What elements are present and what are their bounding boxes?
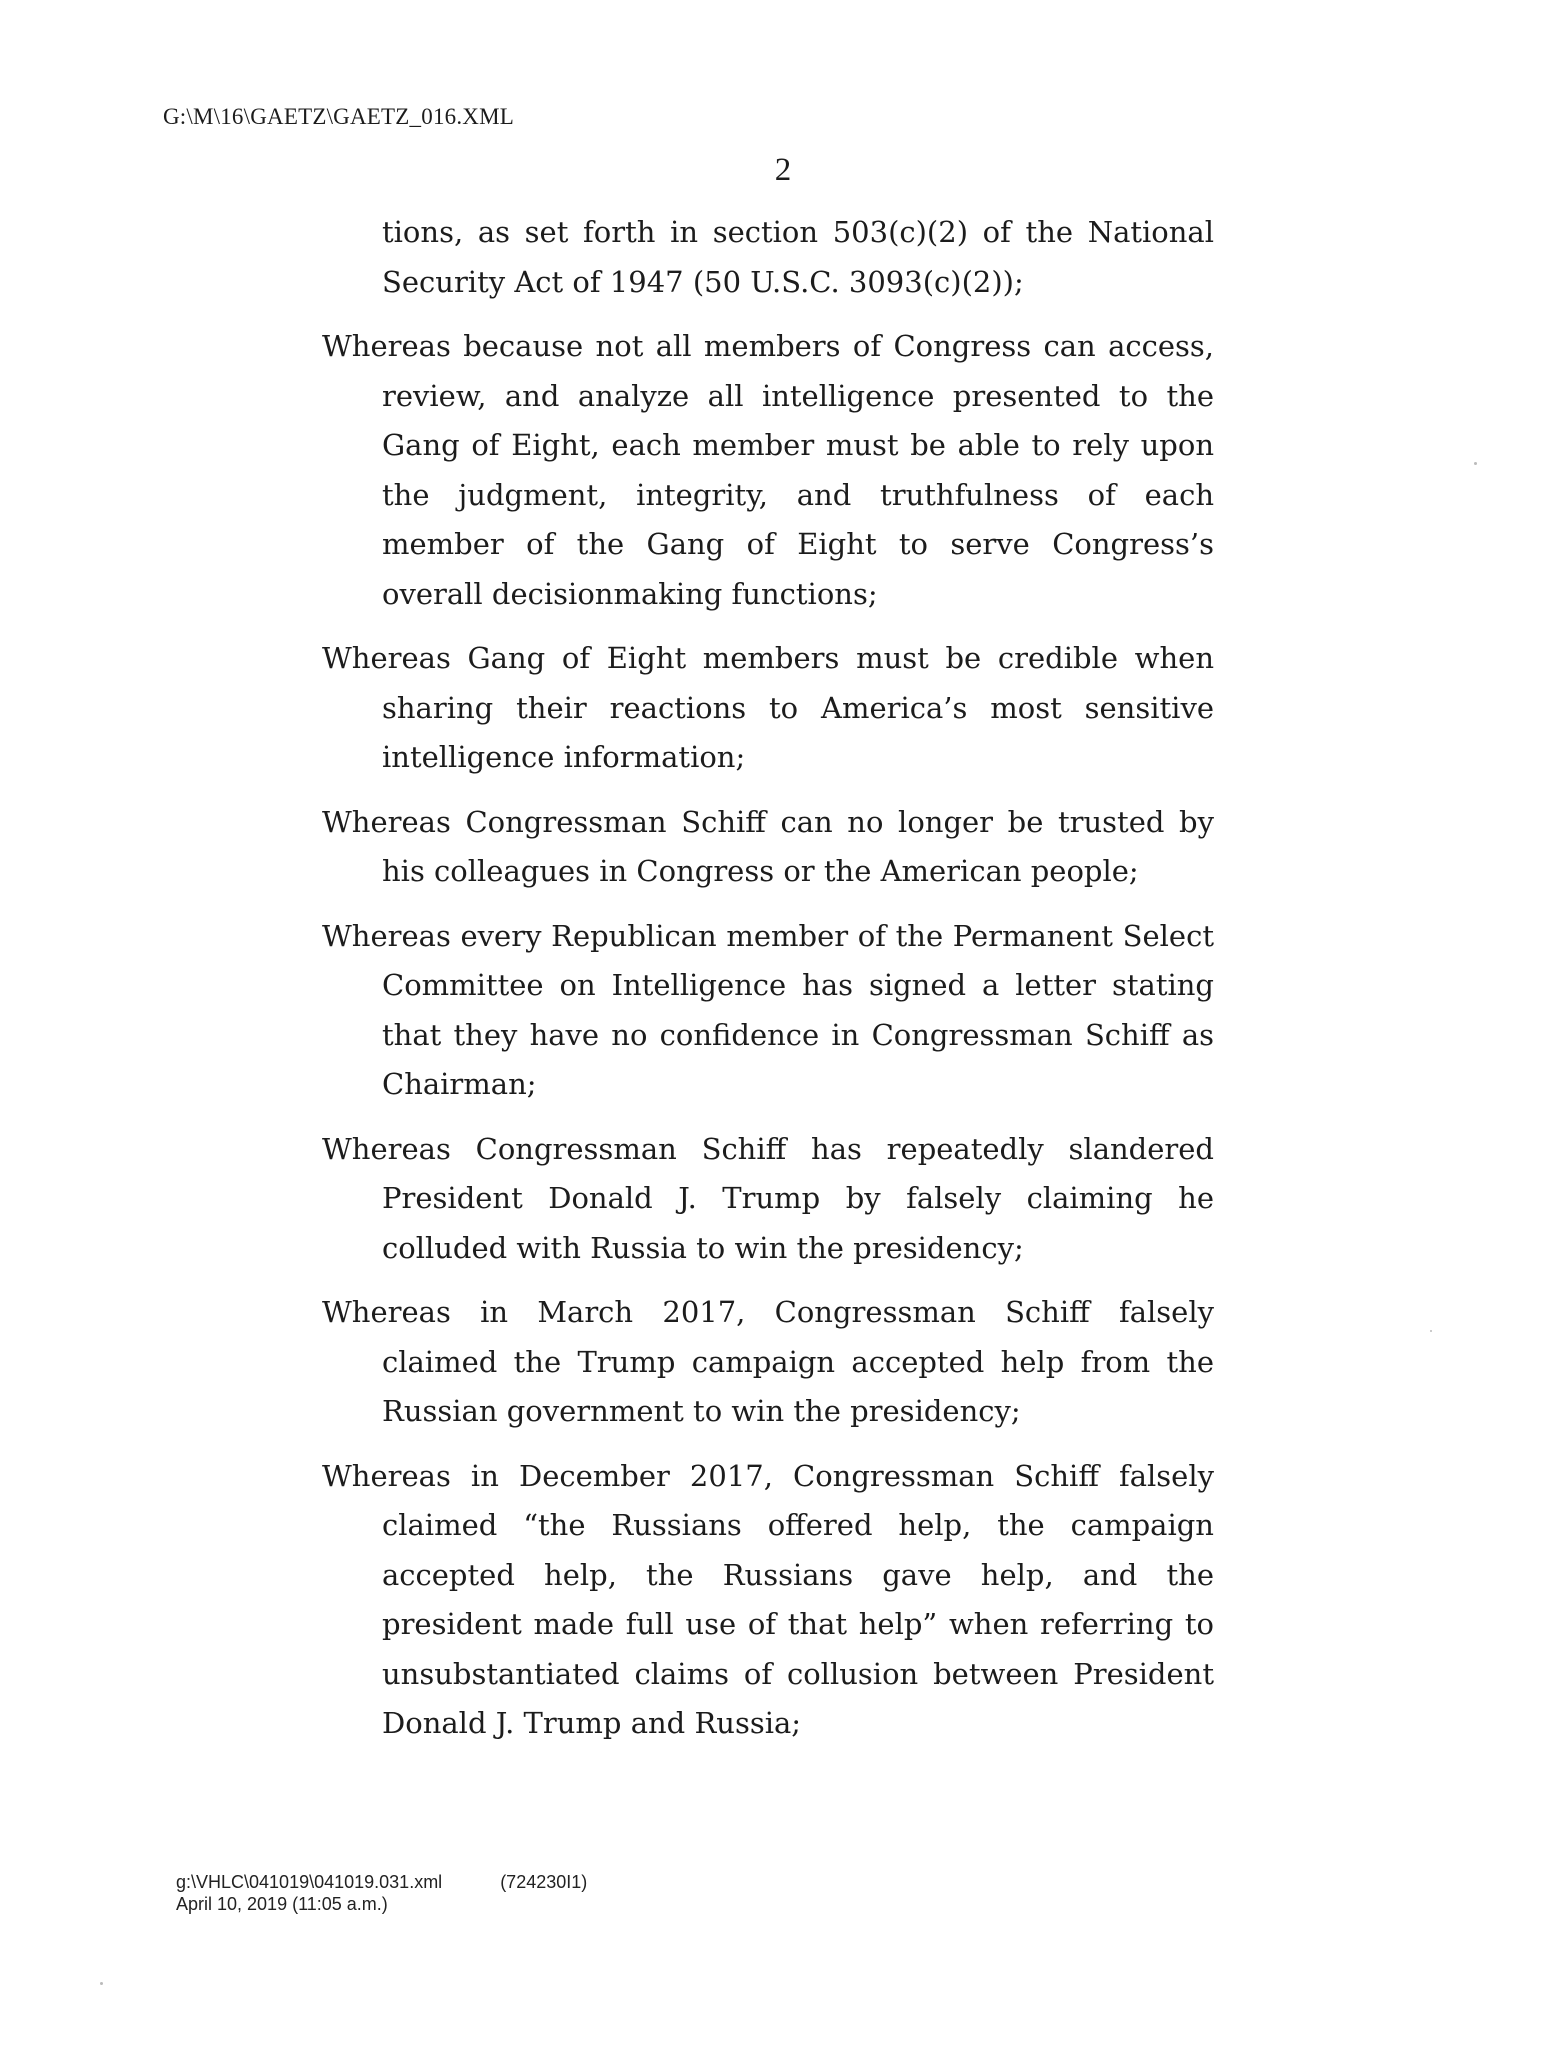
- whereas-clause: Whereas every Republican member of the Permanent Select Committee on Intelligence has signed a letter stating that they have no confidence in Congressman Schiff as Chairman;: [322, 918, 1214, 1101]
- scan-speck: [1430, 1330, 1432, 1332]
- continuation-paragraph: tions, as set forth in section 503(c)(2) of the National Security Act of 1947 (50 U.S.C. 3093(c)(2));: [382, 215, 1214, 299]
- whereas-clause: Whereas Congressman Schiff can no longer be trusted by his colleagues in Congress or the American people;: [322, 804, 1214, 888]
- whereas-clause: Whereas Congressman Schiff has repeatedly slandered President Donald J. Trump by falsely claiming he colluded with Russia to win the presidency;: [322, 1131, 1214, 1265]
- whereas-clause: Whereas Gang of Eight members must be credible when sharing their reactions to America’s most sensitive intelligence information;: [322, 641, 1214, 774]
- resolution-body: [322, 208, 1214, 1764]
- file-path-header: G:\M\16\GAETZ\GAETZ_016.XML: [163, 104, 515, 129]
- scan-speck: [100, 1982, 103, 1985]
- footer-document-code: (724230I1): [500, 1872, 588, 1892]
- page-number: 2: [774, 152, 792, 188]
- footer-xml-path: g:\VHLC\041019\041019.031.xml: [176, 1872, 443, 1892]
- footer-date: April 10, 2019 (11:05 a.m.): [176, 1894, 388, 1914]
- whereas-clause: Whereas because not all members of Congress can access, review, and analyze all intelligence presented to the Gang of Eight, each member must be able to rely upon the judgment, integrity, and truthfulness of each member of the Gang of Eight to serve Congress’s overall decisionmaking functions;: [322, 329, 1214, 611]
- scan-speck: [1474, 462, 1477, 465]
- document-footer: [176, 1871, 587, 1915]
- whereas-clause: Whereas in March 2017, Congressman Schiff falsely claimed the Trump campaign accepted help from the Russian government to win the presidency;: [322, 1295, 1214, 1428]
- whereas-clause: Whereas in December 2017, Congressman Schiff falsely claimed “the Russians offered help, the campaign accepted help, the Russians gave help, and the president made full use of that help” when referring to unsubstantiated claims of collusion between President Donald J. Trump and Russia;: [322, 1458, 1214, 1740]
